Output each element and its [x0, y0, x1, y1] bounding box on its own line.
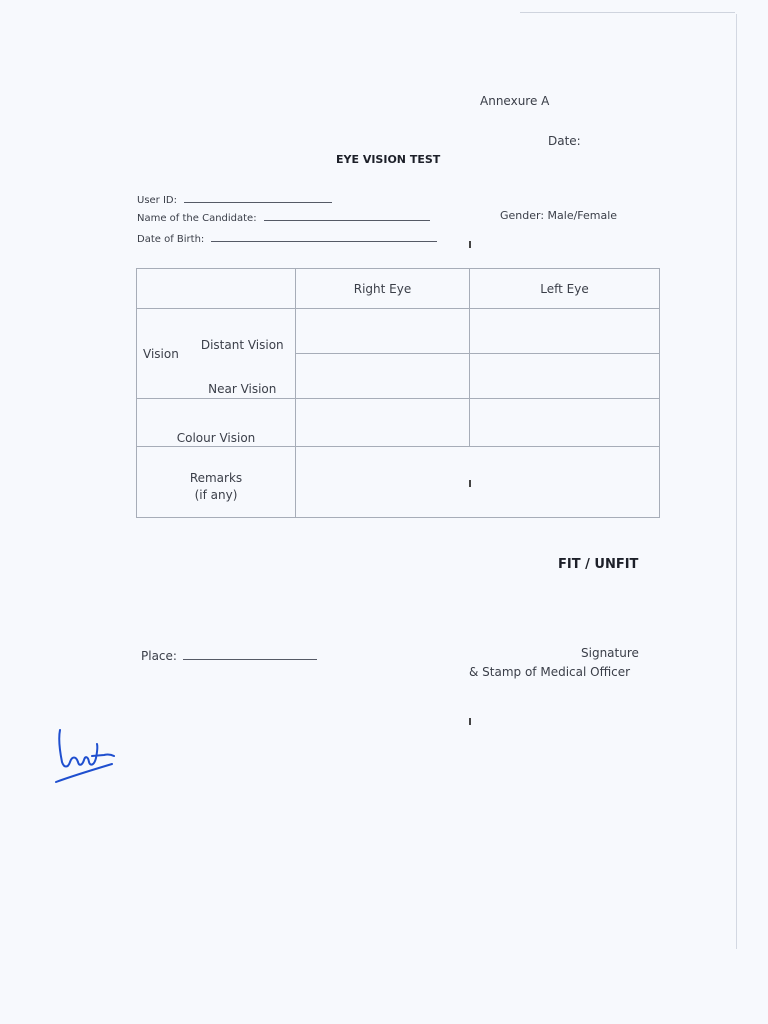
place-row — [141, 648, 317, 663]
colour-vision-row — [137, 399, 660, 447]
user-id-field[interactable] — [184, 191, 332, 203]
near-left-cell[interactable] — [470, 354, 660, 399]
col-left-eye: Left Eye — [470, 269, 660, 309]
near-right-cell[interactable] — [296, 354, 470, 399]
dob-field[interactable] — [211, 230, 437, 242]
scan-mark — [469, 480, 471, 487]
dob-row — [137, 230, 437, 245]
page-title: EYE VISION TEST — [336, 153, 441, 166]
annexure-label: Annexure A — [480, 94, 550, 108]
place-field[interactable] — [183, 648, 317, 660]
distant-left-cell[interactable] — [470, 309, 660, 354]
vision-test-table — [136, 268, 660, 518]
table-header-row — [137, 269, 660, 309]
vision-label: Vision — [137, 309, 190, 399]
handwritten-signature — [52, 722, 120, 786]
candidate-name-label: Name of the Candidate: — [137, 213, 257, 224]
remarks-label-cell — [137, 447, 296, 518]
remarks-note: (if any) — [194, 488, 238, 502]
signature-label: Signature — [581, 646, 639, 660]
candidate-name-field[interactable] — [264, 209, 430, 221]
distant-right-cell[interactable] — [296, 309, 470, 354]
near-vision-row — [137, 354, 660, 399]
page-edge-top — [520, 12, 735, 13]
scan-mark — [469, 241, 471, 248]
dob-label: Date of Birth: — [137, 234, 205, 245]
colour-right-cell[interactable] — [296, 399, 470, 447]
near-vision-label: Near Vision — [190, 354, 296, 399]
gender-label: Gender: Male/Female — [500, 209, 618, 222]
colour-left-cell[interactable] — [470, 399, 660, 447]
page-edge-right — [736, 14, 737, 949]
candidate-name-row — [137, 209, 430, 224]
remarks-field[interactable] — [296, 447, 660, 518]
remarks-label: Remarks — [189, 471, 243, 485]
place-label: Place: — [141, 649, 177, 663]
header-empty-cell — [137, 269, 296, 309]
date-label: Date: — [548, 134, 581, 148]
user-id-row — [137, 191, 332, 206]
distant-vision-label: Distant Vision — [190, 309, 296, 354]
scan-mark — [469, 718, 471, 725]
stamp-label: & Stamp of Medical Officer — [469, 665, 631, 679]
colour-vision-label: Colour Vision — [137, 399, 296, 447]
user-id-label: User ID: — [137, 195, 177, 206]
fit-unfit-label: FIT / UNFIT — [558, 557, 639, 572]
col-right-eye: Right Eye — [296, 269, 470, 309]
remarks-row — [137, 447, 660, 518]
distant-vision-row — [137, 309, 660, 354]
